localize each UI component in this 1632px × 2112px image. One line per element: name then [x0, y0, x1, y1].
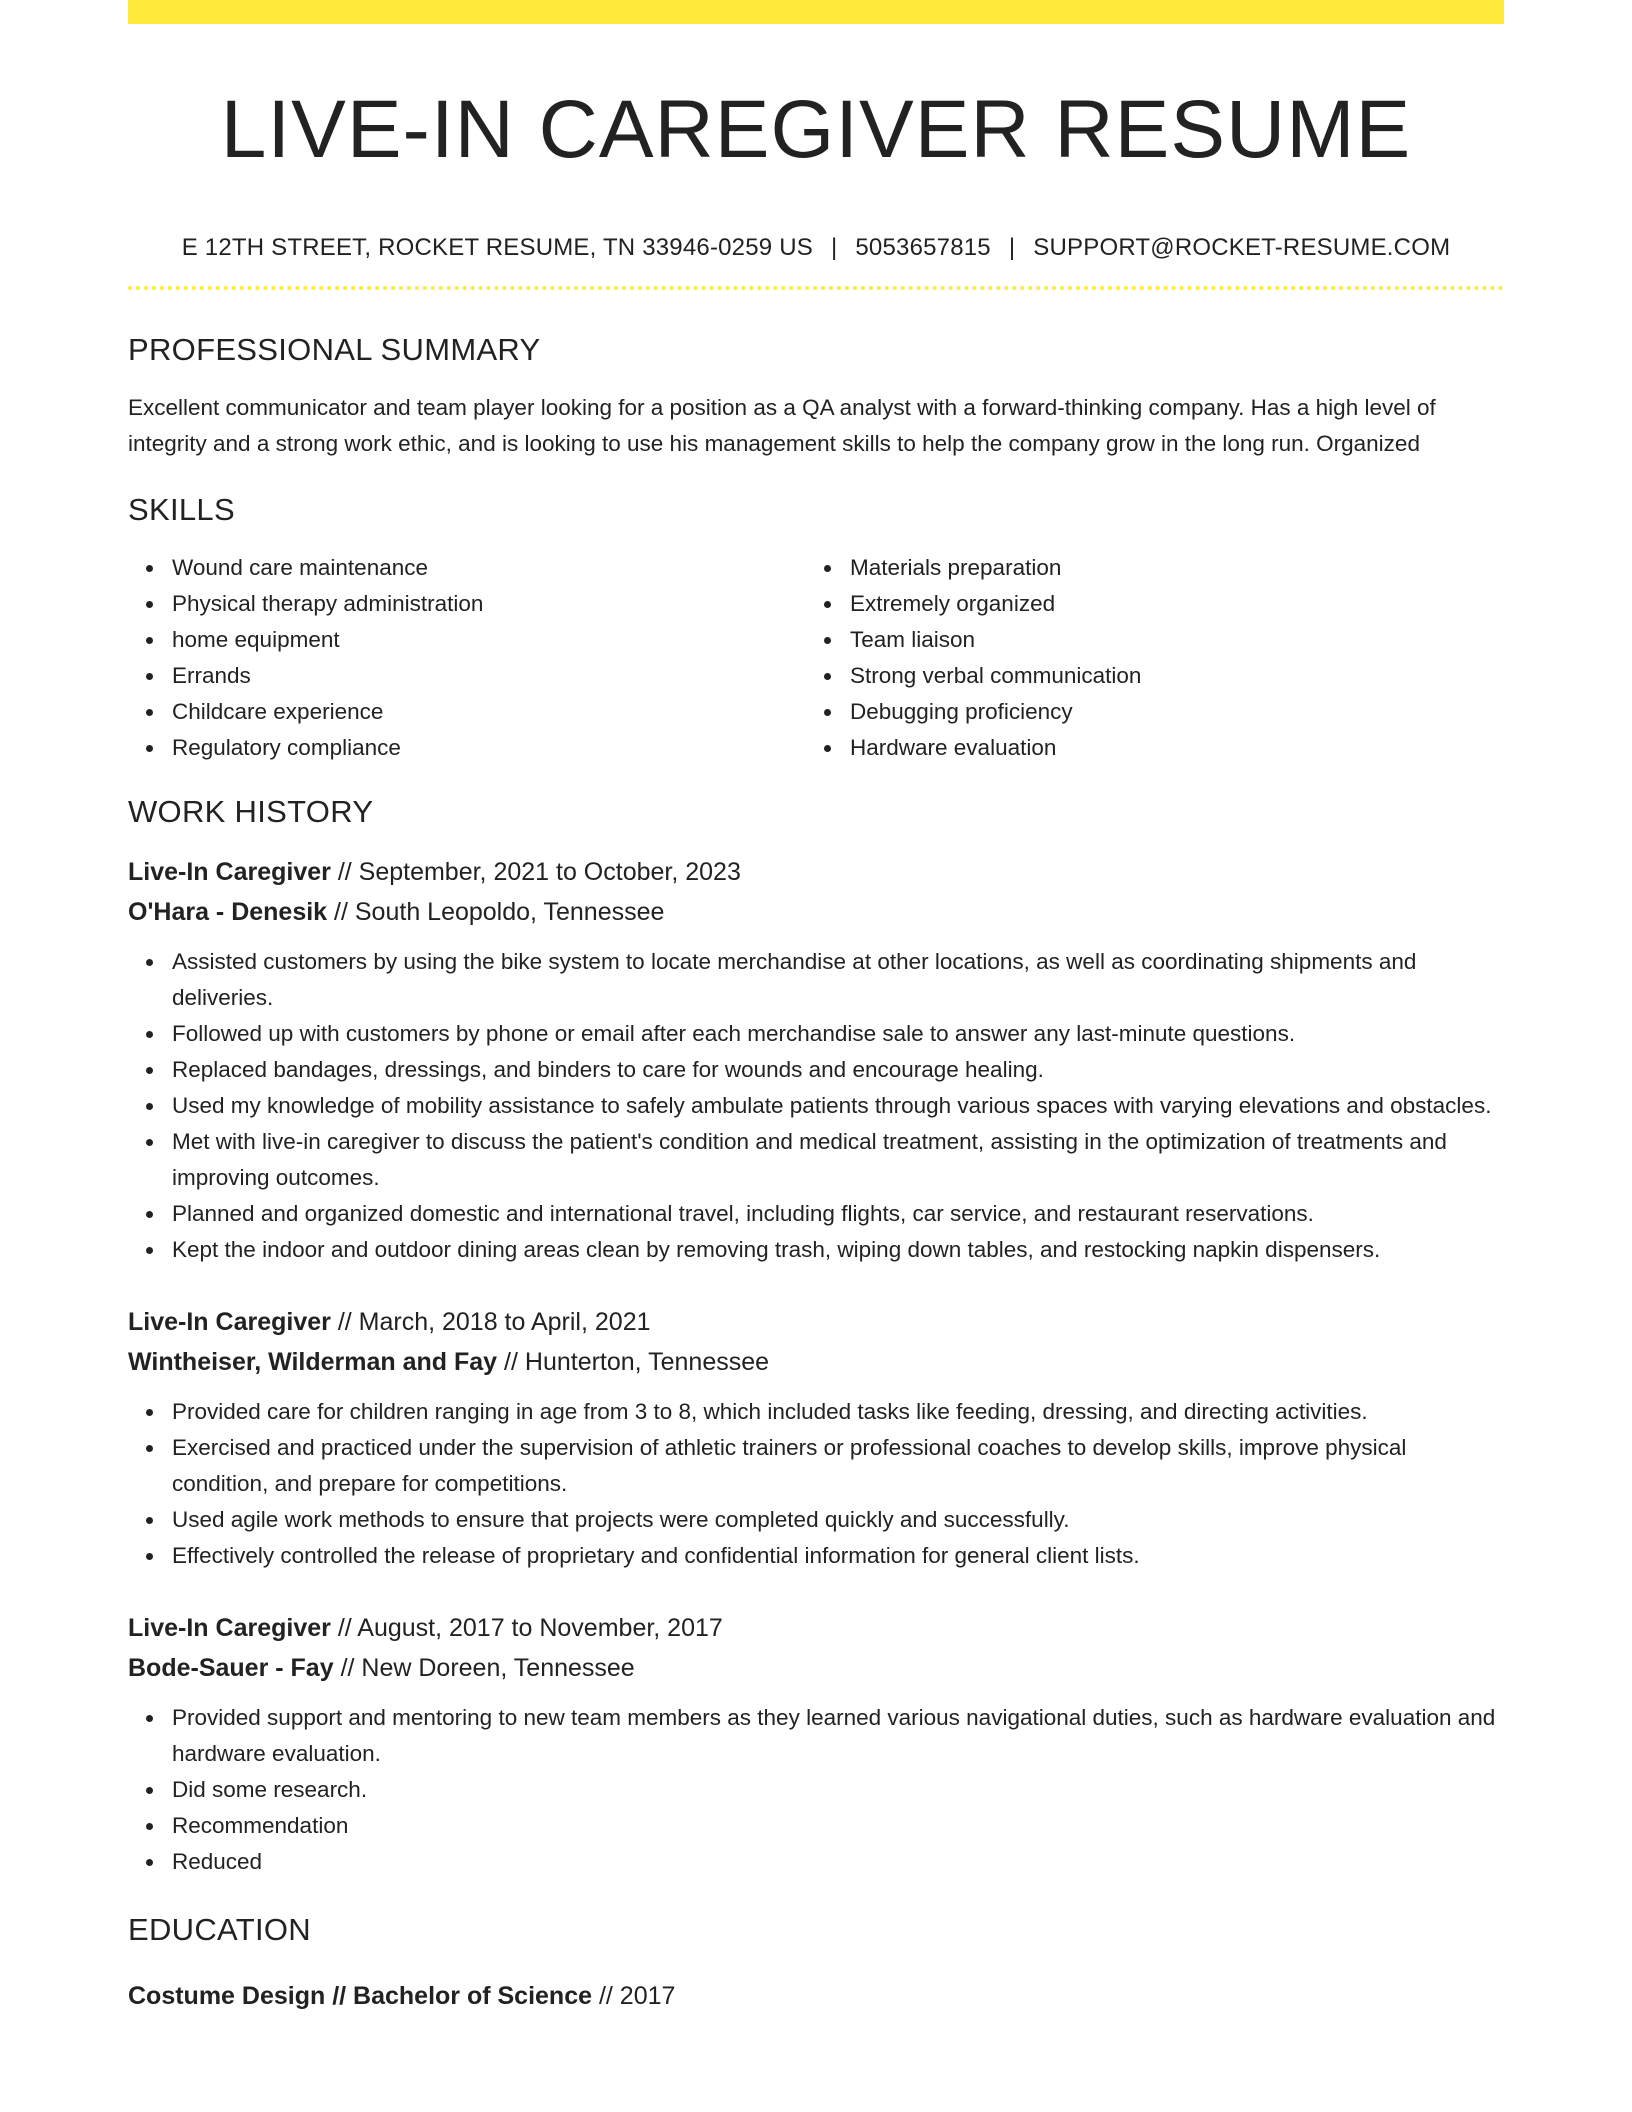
skills-column-right	[806, 550, 1484, 766]
job-bullet: Planned and organized domestic and international travel, including flights, car service, and restaurant reservations.	[128, 1196, 1504, 1232]
skill-item: Debugging proficiency	[806, 694, 1484, 730]
contact-separator: |	[830, 234, 838, 261]
job-bullet: Used agile work methods to ensure that projects were completed quickly and successfully.	[128, 1502, 1504, 1538]
job-dates: // August, 2017 to November, 2017	[337, 1614, 723, 1642]
job-company-line	[128, 1342, 1504, 1382]
job-bullet: Followed up with customers by phone or email after each merchandise sale to answer any last-minute questions.	[128, 1016, 1504, 1052]
contact-separator: |	[1008, 234, 1016, 261]
contact-email: SUPPORT@ROCKET-RESUME.COM	[1033, 234, 1451, 261]
job-title: Live-In Caregiver	[128, 1614, 331, 1642]
skill-item: Wound care maintenance	[128, 550, 806, 586]
skills-heading: SKILLS	[128, 492, 235, 527]
job-entry	[128, 1302, 1504, 1574]
skills-column-left	[128, 550, 806, 766]
job-title-line	[128, 1302, 1504, 1342]
job-bullet: Exercised and practiced under the supervision of athletic trainers or professional coaches to develop skills, improve physical condition, and prepare for competitions.	[128, 1430, 1504, 1502]
education-year: // 2017	[598, 1982, 676, 2010]
job-dates: // March, 2018 to April, 2021	[337, 1308, 651, 1336]
job-company: O'Hara - Denesik	[128, 898, 328, 926]
education-entry	[128, 1976, 1504, 2016]
job-company-line	[128, 892, 1504, 932]
contact-address: E 12TH STREET, ROCKET RESUME, TN 33946-0259 US	[181, 234, 813, 261]
job-bullets	[128, 1700, 1504, 1880]
job-company: Wintheiser, Wilderman and Fay	[128, 1348, 498, 1376]
job-company-line	[128, 1648, 1504, 1688]
job-bullet: Effectively controlled the release of proprietary and confidential information for general client lists.	[128, 1538, 1504, 1574]
skill-item: Errands	[128, 658, 806, 694]
job-title: Live-In Caregiver	[128, 1308, 331, 1336]
job-bullet: Met with live-in caregiver to discuss the patient's condition and medical treatment, assisting in the optimization of treatments and improving outcomes.	[128, 1124, 1504, 1196]
skill-item: Physical therapy administration	[128, 586, 806, 622]
education-heading: EDUCATION	[128, 1912, 311, 1947]
job-bullet: Replaced bandages, dressings, and binders to care for wounds and encourage healing.	[128, 1052, 1504, 1088]
job-title: Live-In Caregiver	[128, 858, 331, 886]
summary-text: Excellent communicator and team player looking for a position as a QA analyst with a forward-thinking company. Has a high level of integrity and a strong work ethic, and is looking to use his management skills to help the company grow in the long run. Organized	[128, 395, 1436, 456]
skill-item: Team liaison	[806, 622, 1484, 658]
resume-page	[128, 0, 1504, 2112]
skill-item: Materials preparation	[806, 550, 1484, 586]
job-bullet: Kept the indoor and outdoor dining areas clean by removing trash, wiping down tables, and restocking napkin dispensers.	[128, 1232, 1504, 1268]
summary-heading: PROFESSIONAL SUMMARY	[128, 332, 541, 367]
skills-grid	[128, 550, 1504, 766]
resume-title: LIVE-IN CAREGIVER RESUME	[220, 84, 1412, 175]
job-bullets	[128, 1394, 1504, 1574]
job-bullet: Provided care for children ranging in age from 3 to 8, which included tasks like feeding, dressing, and directing activities.	[128, 1394, 1504, 1430]
contact-line	[128, 232, 1504, 264]
job-location: // Hunterton, Tennessee	[504, 1348, 770, 1376]
job-location: // New Doreen, Tennessee	[340, 1654, 635, 1682]
job-bullets	[128, 944, 1504, 1268]
skill-item: Regulatory compliance	[128, 730, 806, 766]
skill-item: home equipment	[128, 622, 806, 658]
job-entry	[128, 1608, 1504, 1880]
job-bullet: Used my knowledge of mobility assistance to safely ambulate patients through various spaces with varying elevations and obstacles.	[128, 1088, 1504, 1124]
job-dates: // September, 2021 to October, 2023	[337, 858, 741, 886]
job-title-line	[128, 1608, 1504, 1648]
dotted-divider	[128, 286, 1504, 290]
job-company: Bode-Sauer - Fay	[128, 1654, 334, 1682]
education-field: Costume Design // Bachelor of Science	[128, 1982, 593, 2010]
job-location: // South Leopoldo, Tennessee	[334, 898, 665, 926]
job-bullet: Provided support and mentoring to new team members as they learned various navigational duties, such as hardware evaluation and hardware evaluation.	[128, 1700, 1504, 1772]
work-history-heading: WORK HISTORY	[128, 794, 374, 829]
job-bullet: Reduced	[128, 1844, 1504, 1880]
accent-top-bar	[128, 0, 1504, 24]
job-title-line	[128, 852, 1504, 892]
job-entry	[128, 852, 1504, 1268]
skill-item: Strong verbal communication	[806, 658, 1484, 694]
skill-item: Hardware evaluation	[806, 730, 1484, 766]
job-bullet: Assisted customers by using the bike system to locate merchandise at other locations, as well as coordinating shipments and deliveries.	[128, 944, 1504, 1016]
skill-item: Extremely organized	[806, 586, 1484, 622]
job-bullet: Recommendation	[128, 1808, 1504, 1844]
skill-item: Childcare experience	[128, 694, 806, 730]
contact-phone: 5053657815	[855, 234, 991, 261]
job-bullet: Did some research.	[128, 1772, 1504, 1808]
